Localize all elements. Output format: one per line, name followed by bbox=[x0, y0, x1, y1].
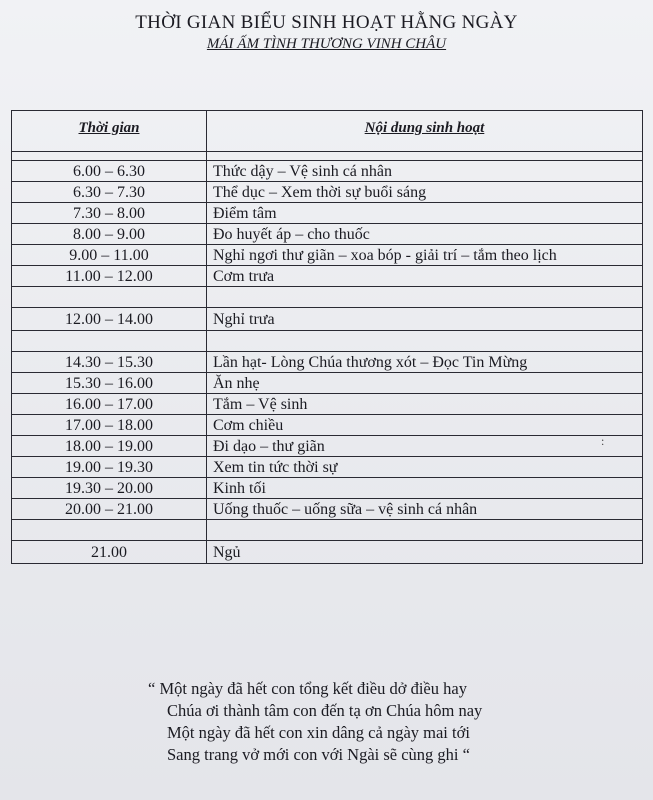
table-row bbox=[12, 352, 643, 373]
header-time: Thời gian bbox=[12, 111, 207, 152]
table-row bbox=[12, 415, 643, 436]
table-row bbox=[12, 245, 643, 266]
time-cell: 6.00 – 6.30 bbox=[12, 161, 207, 182]
time-cell: 17.00 – 18.00 bbox=[12, 415, 207, 436]
header-activity: Nội dung sinh hoạt bbox=[207, 111, 643, 152]
table-row bbox=[12, 457, 643, 478]
spacer-row bbox=[12, 152, 643, 161]
time-cell: 21.00 bbox=[12, 541, 207, 564]
time-cell: 7.30 – 8.00 bbox=[12, 203, 207, 224]
activity-cell: Điểm tâm bbox=[207, 203, 643, 224]
activity-cell bbox=[207, 331, 643, 352]
activity-cell: Nghỉ trưa bbox=[207, 308, 643, 331]
schedule-table bbox=[11, 110, 643, 564]
table-row-blank bbox=[12, 287, 643, 308]
time-cell: 20.00 – 21.00 bbox=[12, 499, 207, 520]
table-row bbox=[12, 308, 643, 331]
activity-cell: Cơm trưa bbox=[207, 266, 643, 287]
activity-cell: Cơm chiều bbox=[207, 415, 643, 436]
activity-cell: Thức dậy – Vệ sinh cá nhân bbox=[207, 161, 643, 182]
table-row-blank bbox=[12, 331, 643, 352]
poem-line: Chúa ơi thành tâm con đến tạ ơn Chúa hôm nay bbox=[167, 701, 483, 720]
table-row bbox=[12, 478, 643, 499]
poem-line: Sang trang vở mới con với Ngài sẽ cùng ghi “ bbox=[167, 745, 470, 764]
table-row bbox=[12, 436, 643, 457]
poem-line: Một ngày đã hết con xin dâng cả ngày mai tới bbox=[167, 723, 470, 742]
time-cell: 14.30 – 15.30 bbox=[12, 352, 207, 373]
closing-poem bbox=[148, 678, 482, 766]
table-row-blank bbox=[12, 520, 643, 541]
activity-cell: Nghỉ ngơi thư giãn – xoa bóp - giải trí – tắm theo lịch bbox=[207, 245, 643, 266]
time-cell bbox=[12, 287, 207, 308]
activity-cell: Xem tin tức thời sự bbox=[207, 457, 643, 478]
time-cell: 6.30 – 7.30 bbox=[12, 182, 207, 203]
document-title: THỜI GIAN BIỂU SINH HOẠT HẰNG NGÀY bbox=[135, 12, 518, 33]
table-row bbox=[12, 161, 643, 182]
time-cell: 18.00 – 19.00 bbox=[12, 436, 207, 457]
table-row bbox=[12, 394, 643, 415]
activity-cell bbox=[207, 287, 643, 308]
time-cell bbox=[12, 520, 207, 541]
time-cell: 9.00 – 11.00 bbox=[12, 245, 207, 266]
poem-line: “ Một ngày đã hết con tổng kết điều dở điều hay bbox=[148, 679, 467, 698]
table-header-row bbox=[12, 111, 643, 152]
activity-cell: Đi dạo – thư giãn bbox=[207, 436, 643, 457]
activity-cell bbox=[207, 520, 643, 541]
time-cell: 19.30 – 20.00 bbox=[12, 478, 207, 499]
time-cell bbox=[12, 331, 207, 352]
time-cell: 15.30 – 16.00 bbox=[12, 373, 207, 394]
table-row bbox=[12, 224, 643, 245]
document-subtitle: MÁI ẤM TÌNH THƯƠNG VINH CHÂU bbox=[206, 36, 447, 52]
time-cell: 11.00 – 12.00 bbox=[12, 266, 207, 287]
activity-cell: Ăn nhẹ bbox=[207, 373, 643, 394]
activity-cell: Kinh tối bbox=[207, 478, 643, 499]
activity-cell: Thể dục – Xem thời sự buổi sáng bbox=[207, 182, 643, 203]
activity-cell: Ngủ bbox=[207, 541, 643, 564]
table-row bbox=[12, 373, 643, 394]
table-row bbox=[12, 499, 643, 520]
time-cell: 19.00 – 19.30 bbox=[12, 457, 207, 478]
activity-cell: Đo huyết áp – cho thuốc bbox=[207, 224, 643, 245]
paper-speck: : bbox=[601, 434, 605, 448]
time-cell: 16.00 – 17.00 bbox=[12, 394, 207, 415]
activity-cell: Tắm – Vệ sinh bbox=[207, 394, 643, 415]
time-cell: 12.00 – 14.00 bbox=[12, 308, 207, 331]
time-cell: 8.00 – 9.00 bbox=[12, 224, 207, 245]
table-row bbox=[12, 203, 643, 224]
table-row bbox=[12, 182, 643, 203]
activity-cell: Lần hạt- Lòng Chúa thương xót – Đọc Tin Mừng bbox=[207, 352, 643, 373]
table-row bbox=[12, 541, 643, 564]
activity-cell: Uống thuốc – uống sữa – vệ sinh cá nhân bbox=[207, 499, 643, 520]
table-row bbox=[12, 266, 643, 287]
